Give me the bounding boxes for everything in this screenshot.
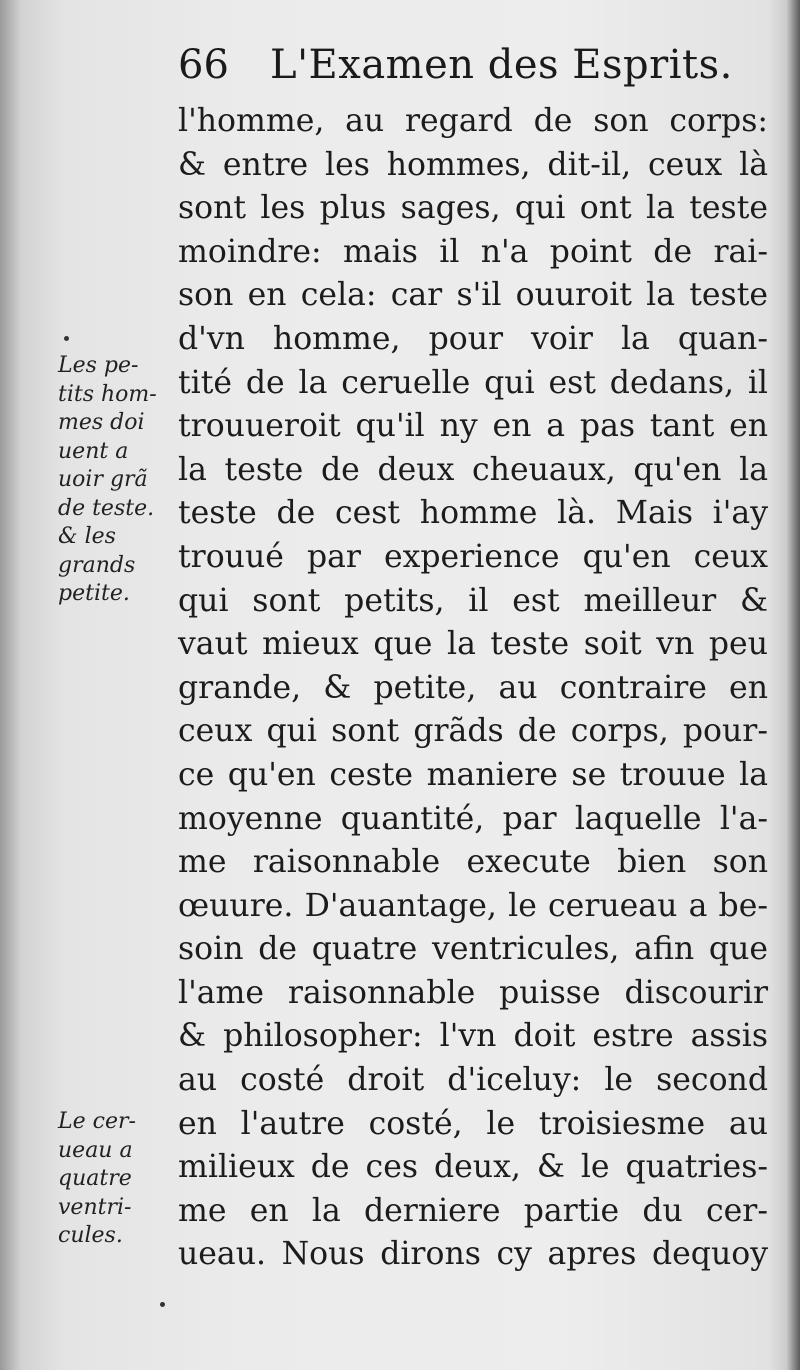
margin-note-line: uoir grã	[58, 467, 148, 492]
ink-speck	[64, 336, 69, 341]
margin-note-line: de teste.	[58, 495, 155, 521]
ink-speck	[160, 1302, 165, 1307]
text-line: moyenne quantité, par laquelle l'a-	[178, 800, 768, 837]
text-line: tité de la ceruelle qui est dedans, il	[178, 364, 768, 401]
text-line: grande, & petite, au contraire en	[178, 669, 768, 706]
text-line: me raisonnable execute bien son	[178, 844, 768, 881]
text-line: milieux de ces deux, & le quatries-	[178, 1149, 768, 1186]
margin-note-line: grands	[58, 552, 136, 578]
text-line: soin de quatre ventricules, afin que	[178, 931, 768, 968]
body-text	[178, 100, 768, 1277]
margin-note-line: Les pe-	[58, 353, 139, 378]
text-line: œuure. D'auantage, le cerueau a be-	[178, 887, 768, 924]
margin-note-small-men	[58, 352, 178, 609]
text-line: sont les plus sages, qui ont la teste	[178, 190, 768, 227]
margin-note-line: ueau a	[58, 1137, 133, 1163]
text-line: trouué par experience qu'en ceux	[178, 538, 768, 575]
text-line: la teste de deux cheuaux, qu'en la	[178, 451, 768, 488]
text-line: ueau. Nous dirons cy apres dequoy	[178, 1236, 768, 1273]
text-line: trouueroit qu'il ny en a pas tant en	[178, 408, 768, 445]
text-line: son en cela: car s'il ouuroit la teste	[178, 277, 768, 314]
page-number: 66	[178, 42, 229, 88]
text-line: ceux qui sont grãds de corps, pour-	[178, 713, 768, 750]
text-line: vaut mieux que la teste soit vn peu	[178, 626, 768, 663]
margin-note-line: petite.	[58, 581, 130, 606]
text-line: d'vn homme, pour voir la quan-	[178, 320, 768, 357]
text-line: me en la derniere partie du cer-	[178, 1192, 768, 1229]
margin-note-line: tits hom-	[58, 381, 157, 407]
margin-note-ventricles	[58, 1108, 178, 1251]
text-line: moindre: mais il n'a point de rai-	[178, 233, 768, 270]
margin-note-line: mes doi	[58, 410, 145, 435]
running-title: L'Examen des Esprits.	[270, 42, 733, 88]
text-line: & philosopher: l'vn doit estre assis	[178, 1018, 768, 1055]
margin-note-line: Le cer-	[58, 1109, 136, 1134]
page-right-edge	[786, 0, 800, 1370]
text-line: qui sont petits, il est meilleur &	[178, 582, 768, 619]
text-line: & entre les hommes, dit-il, ceux là	[178, 146, 768, 183]
text-line: l'homme, au regard de son corps:	[178, 103, 768, 139]
margin-note-line: ventri-	[58, 1194, 132, 1220]
text-line: teste de cest homme là. Mais i'ay	[178, 495, 768, 532]
page-left-edge	[0, 0, 22, 1370]
margin-note-line: uent a	[58, 438, 129, 464]
text-line: ce qu'en ceste maniere se trouue la	[178, 756, 768, 793]
margin-note-line: & les	[58, 524, 116, 549]
page-header	[178, 42, 768, 102]
text-line: au costé droit d'iceluy: le second	[178, 1062, 768, 1099]
text-line: en l'autre costé, le troisiesme au	[178, 1105, 768, 1142]
text-line: l'ame raisonnable puisse discourir	[178, 974, 768, 1011]
margin-note-line: quatre	[58, 1166, 132, 1191]
margin-note-line: cules.	[58, 1223, 123, 1248]
